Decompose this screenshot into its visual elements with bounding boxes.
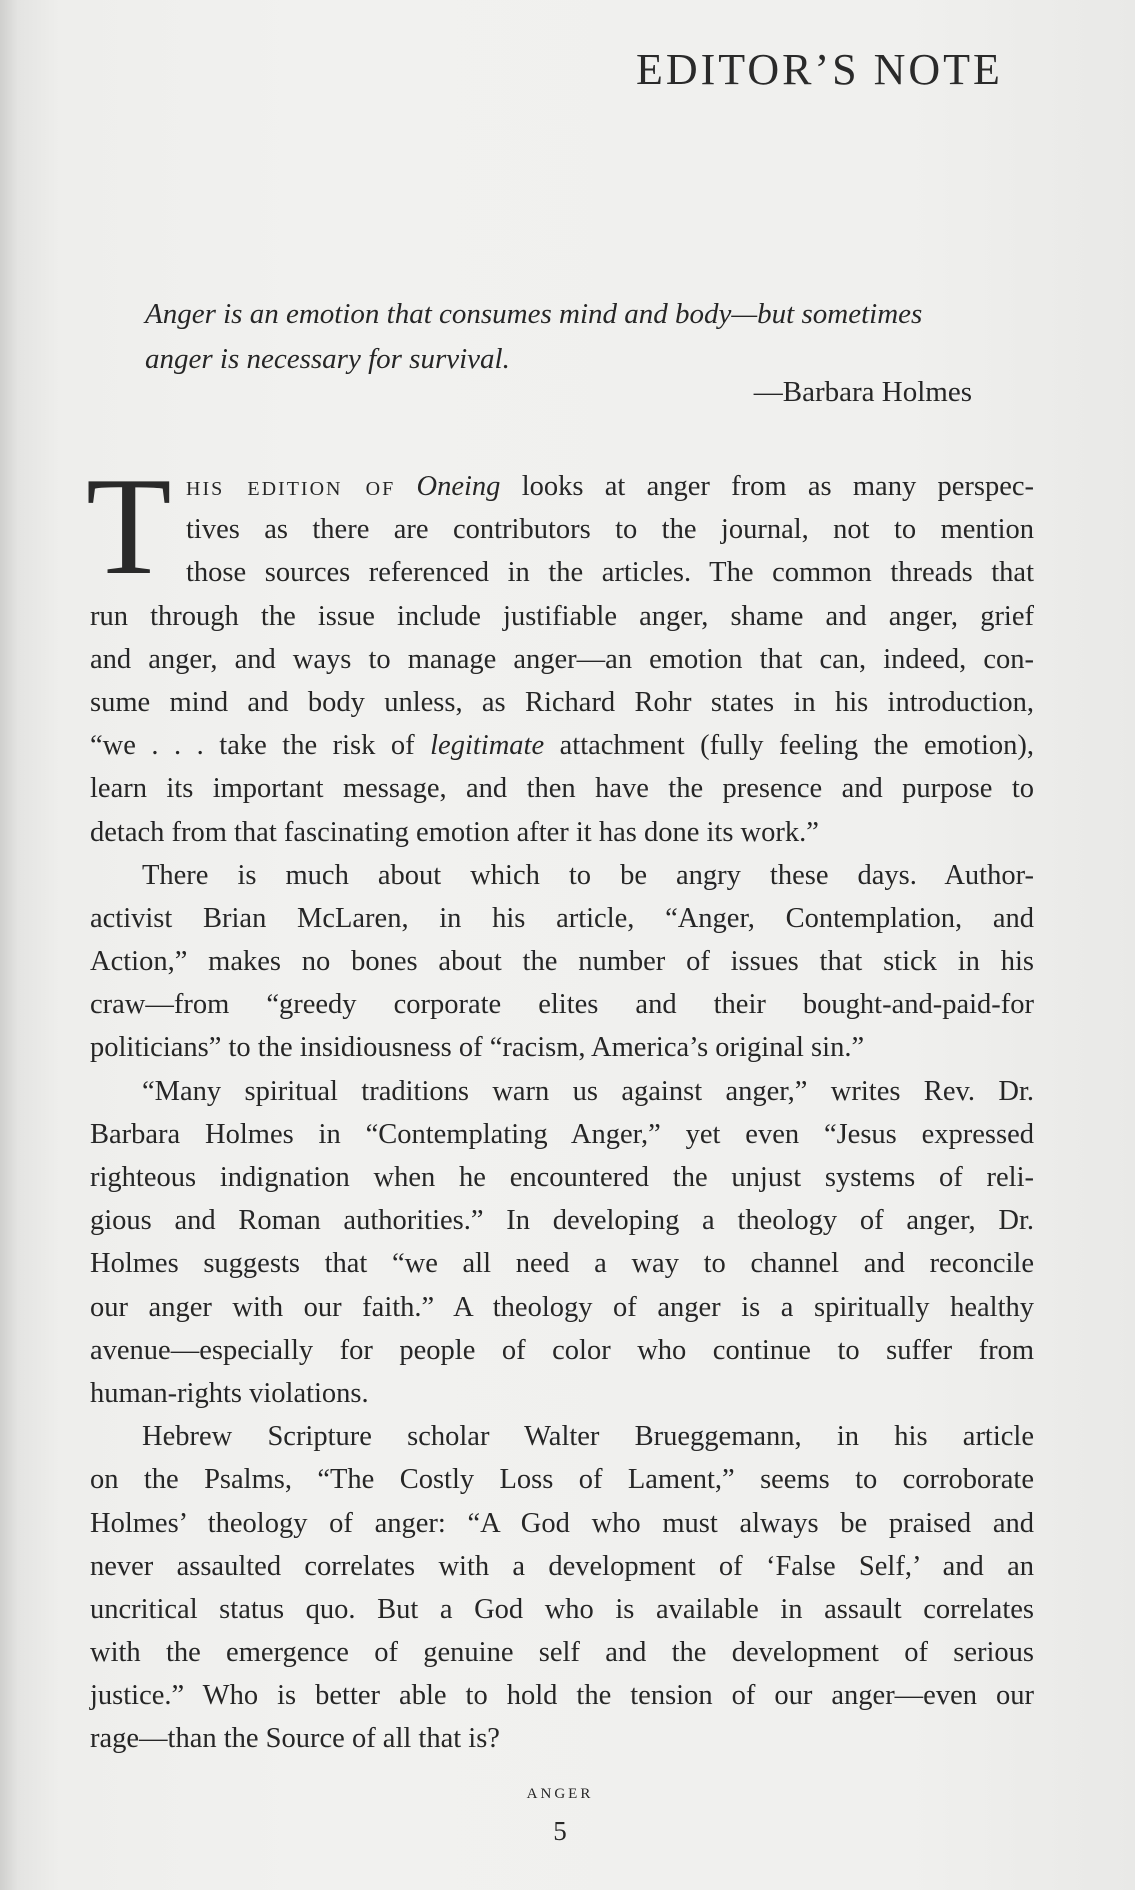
- text-line: activist Brian McLaren, in his article, “Anger, Contemplation, and: [90, 902, 1034, 934]
- text-line: uncritical status quo. But a God who is available in assault correlates: [90, 1593, 1034, 1625]
- text-line: There is much about which to be angry these days. Author-: [142, 859, 1034, 891]
- text-line: our anger with our faith.” A theology of anger is a spiritually healthy: [90, 1291, 1034, 1323]
- text-segment: looks at anger from as many perspec-: [500, 471, 1034, 502]
- article-body: [86, 449, 1034, 1761]
- text-segment: [395, 471, 416, 502]
- epigraph: [145, 292, 975, 382]
- text-line: rage—than the Source of all that is?: [90, 1723, 500, 1755]
- text-line: craw—from “greedy corporate elites and their bought-and-paid-for: [90, 989, 1034, 1021]
- text-line: gious and Roman authorities.” In developing a theology of anger, Dr.: [90, 1205, 1034, 1237]
- text-line: Hebrew Scripture scholar Walter Brueggemann, in his article: [142, 1421, 1034, 1453]
- small-caps-text: his edition of: [186, 471, 396, 502]
- text-line: “Many spiritual traditions warn us against anger,” writes Rev. Dr.: [142, 1075, 1034, 1107]
- italic-text: legitimate: [430, 730, 545, 762]
- epigraph-attribution: —Barbara Holmes: [753, 376, 972, 408]
- text-line: with the emergence of genuine self and the development of serious: [90, 1637, 1034, 1669]
- text-line: Action,” makes no bones about the number of issues that stick in his: [90, 946, 1034, 978]
- page-title: EDITOR’S NOTE: [636, 45, 1003, 94]
- text-line: detach from that fascinating emotion after it has done its work.”: [90, 816, 819, 848]
- text-line: righteous indignation when he encountered the unjust systems of reli-: [90, 1162, 1034, 1193]
- text-line: on the Psalms, “The Costly Loss of Lament,” seems to corroborate: [90, 1464, 1034, 1496]
- text-line: [90, 724, 1034, 767]
- text-line: and anger, and ways to manage anger—an emotion that can, indeed, con-: [90, 643, 1034, 675]
- text-segment: attachment (fully feeling the emotion),: [544, 730, 1034, 762]
- text-line: justice.” Who is better able to hold the tension of our anger—even our: [90, 1680, 1034, 1712]
- text-line: [90, 465, 1034, 508]
- page-number: 5: [553, 1816, 567, 1846]
- text-line: Holmes suggests that “we all need a way to channel and reconcile: [90, 1248, 1034, 1280]
- text-line: those sources referenced in the articles. The common threads that: [186, 557, 1034, 589]
- text-segment: “we . . . take the risk of: [90, 730, 431, 762]
- text-line: tives as there are contributors to the journal, not to mention: [186, 514, 1034, 546]
- text-line: sume mind and body unless, as Richard Rohr states in his introduction,: [90, 686, 1034, 718]
- text-line: human-rights violations.: [90, 1377, 369, 1409]
- text-line: run through the issue include justifiable anger, shame and anger, grief: [90, 600, 1034, 632]
- text-line: avenue—especially for people of color who continue to suffer from: [90, 1334, 1034, 1366]
- italic-text: Oneing: [416, 471, 501, 502]
- drop-cap: T: [86, 449, 172, 604]
- text-line: never assaulted correlates with a development of ‘False Self,’ and an: [90, 1550, 1034, 1582]
- text-line: Barbara Holmes in “Contemplating Anger,” yet even “Jesus expressed: [90, 1118, 1034, 1150]
- text-line: learn its important message, and then have the presence and purpose to: [90, 773, 1034, 805]
- text-line: politicians” to the insidiousness of “racism, America’s original sin.”: [90, 1032, 865, 1064]
- epigraph-line: anger is necessary for survival.: [145, 343, 510, 375]
- epigraph-line: Anger is an emotion that consumes mind and body—but sometimes: [145, 298, 923, 330]
- text-line: Holmes’ theology of anger: “A God who must always be praised and: [90, 1507, 1034, 1539]
- running-footer-section: ANGER: [526, 1786, 594, 1802]
